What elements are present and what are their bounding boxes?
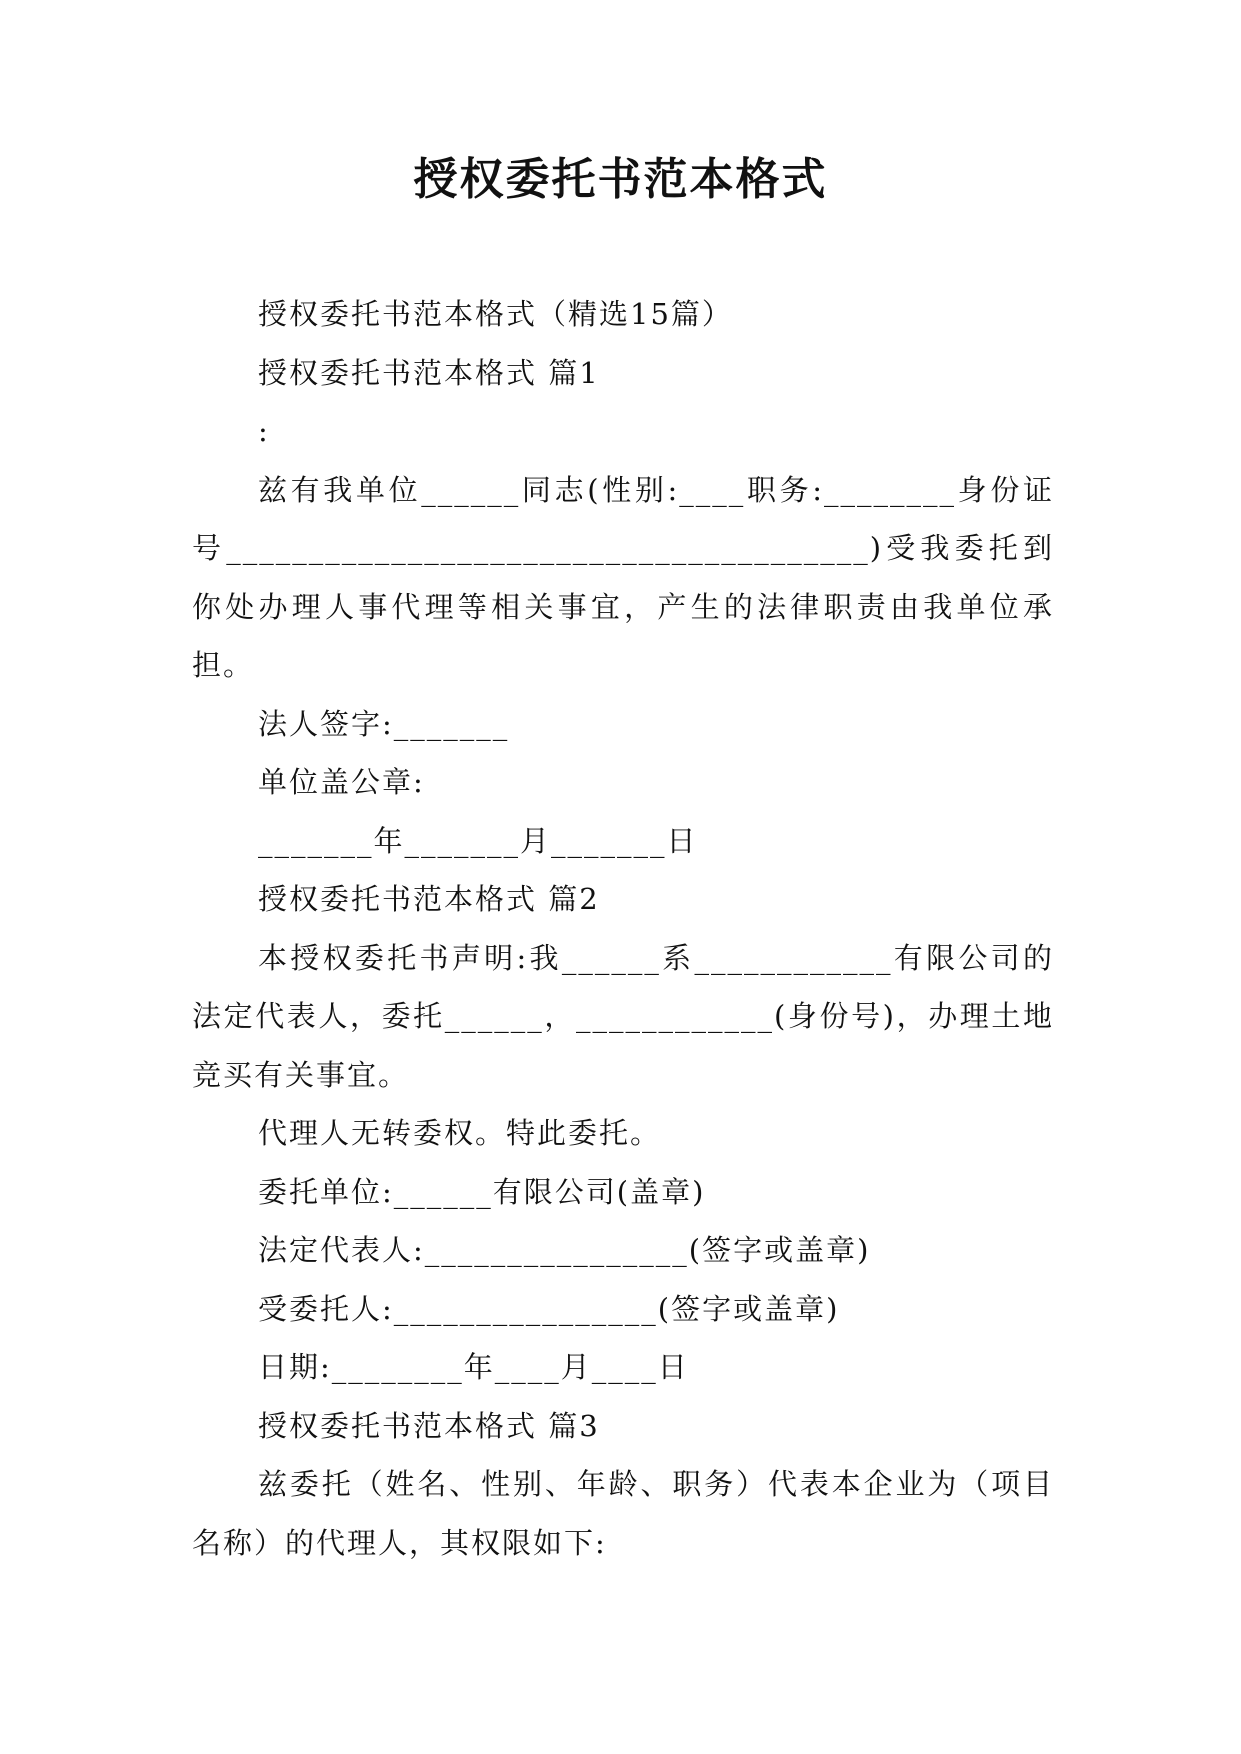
paragraph: 代理人无转委权。特此委托。 — [258, 1116, 662, 1150]
paragraph: 单位盖公章: — [258, 765, 425, 799]
paragraph: 受委托人:________________(签字或盖章) — [258, 1291, 840, 1326]
paragraph: 兹委托（姓名、性别、年龄、职务）代表本企业为（项目名称）的代理人，其权限如下: — [192, 1467, 1054, 1560]
document-title: 授权委托书范本格式 — [413, 154, 828, 205]
paragraph: _______年_______月_______日 — [258, 823, 698, 858]
paragraph: 本授权委托书声明:我______系____________有限公司的法定代表人，委托______，____________(身份号)，办理土地竞买有关事宜。 — [192, 940, 1054, 1092]
paragraph: 委托单位:______有限公司(盖章) — [258, 1174, 706, 1209]
section-heading-3: 授权委托书范本格式 篇3 — [258, 1408, 600, 1443]
document-body — [192, 285, 1054, 1572]
paragraph: 法定代表人:________________(签字或盖章) — [258, 1233, 871, 1267]
paragraph: : — [258, 414, 270, 448]
section-heading-1: 授权委托书范本格式 篇1 — [258, 355, 600, 390]
section-heading-2: 授权委托书范本格式 篇2 — [258, 882, 600, 916]
paragraph-subtitle: 授权委托书范本格式（精选15篇） — [258, 297, 733, 331]
paragraph: 法人签字:_______ — [258, 706, 510, 741]
paragraph: 日期:________年____月____日 — [258, 1350, 689, 1384]
paragraph: 兹有我单位______同志(性别:____职务:________身份证号_______________________________________)受我委托到你处办理人事代理等相关事宜，产生的法律职责由我单位承担。 — [192, 472, 1054, 682]
